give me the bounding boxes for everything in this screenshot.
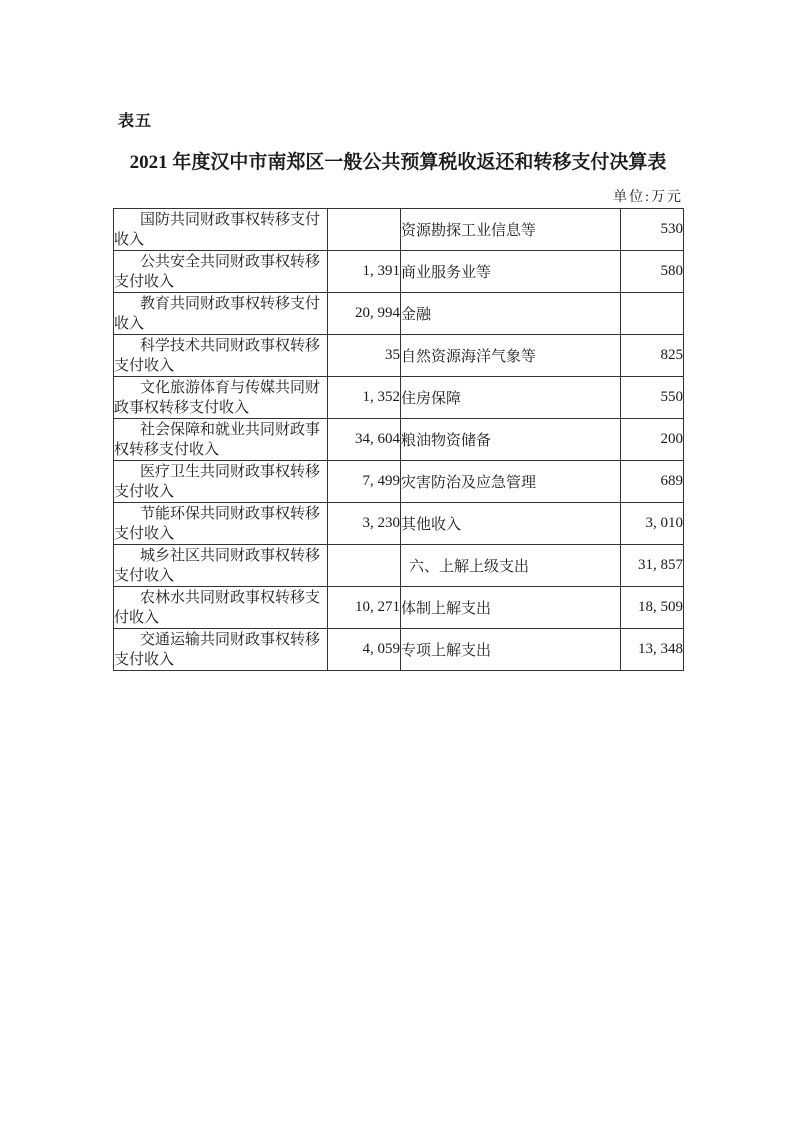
right-value-cell: 825	[621, 335, 684, 377]
right-value-cell: 13, 348	[621, 629, 684, 671]
left-value-cell: 34, 604	[328, 419, 401, 461]
right-item-cell: 金融	[401, 293, 621, 335]
right-value-cell	[621, 293, 684, 335]
right-item-cell: 商业服务业等	[401, 251, 621, 293]
left-value-cell: 35	[328, 335, 401, 377]
left-item-cell: 交通运输共同财政事权转移支付收入	[114, 629, 328, 671]
page-title: 2021 年度汉中市南郑区一般公共预算税收返还和转移支付决算表	[129, 152, 667, 173]
right-item-cell: 专项上解支出	[401, 629, 621, 671]
left-item-cell: 科学技术共同财政事权转移支付收入	[114, 335, 328, 377]
table-row	[114, 419, 684, 461]
table-row	[114, 545, 684, 587]
left-item-cell: 公共安全共同财政事权转移支付收入	[114, 251, 328, 293]
unit-note: 单位:万元	[613, 190, 683, 205]
left-item-cell: 教育共同财政事权转移支付收入	[114, 293, 328, 335]
right-value-cell: 18, 509	[621, 587, 684, 629]
table-row	[114, 293, 684, 335]
budget-table	[113, 208, 684, 671]
table-row	[114, 377, 684, 419]
right-item-cell: 六、上解上级支出	[401, 545, 621, 587]
left-value-cell	[328, 545, 401, 587]
left-value-cell: 10, 271	[328, 587, 401, 629]
left-item-cell: 农林水共同财政事权转移支付收入	[114, 587, 328, 629]
right-value-cell: 550	[621, 377, 684, 419]
left-value-cell: 4, 059	[328, 629, 401, 671]
left-value-cell: 20, 994	[328, 293, 401, 335]
right-item-cell: 住房保障	[401, 377, 621, 419]
left-item-cell: 社会保障和就业共同财政事权转移支付收入	[114, 419, 328, 461]
right-value-cell: 200	[621, 419, 684, 461]
table-row	[114, 335, 684, 377]
right-item-cell: 粮油物资储备	[401, 419, 621, 461]
right-item-cell: 资源勘探工业信息等	[401, 209, 621, 251]
right-value-cell: 31, 857	[621, 545, 684, 587]
table-row	[114, 629, 684, 671]
left-value-cell	[328, 209, 401, 251]
table-row	[114, 251, 684, 293]
right-item-cell: 自然资源海洋气象等	[401, 335, 621, 377]
left-value-cell: 1, 391	[328, 251, 401, 293]
right-item-cell: 其他收入	[401, 503, 621, 545]
table-row	[114, 461, 684, 503]
table-row	[114, 587, 684, 629]
left-value-cell: 1, 352	[328, 377, 401, 419]
right-value-cell: 3, 010	[621, 503, 684, 545]
left-item-cell: 节能环保共同财政事权转移支付收入	[114, 503, 328, 545]
right-value-cell: 689	[621, 461, 684, 503]
right-value-cell: 530	[621, 209, 684, 251]
table-number-label: 表五	[118, 113, 153, 130]
left-item-cell: 国防共同财政事权转移支付收入	[114, 209, 328, 251]
left-item-cell: 城乡社区共同财政事权转移支付收入	[114, 545, 328, 587]
left-value-cell: 3, 230	[328, 503, 401, 545]
table-row	[114, 209, 684, 251]
right-item-cell: 体制上解支出	[401, 587, 621, 629]
right-item-cell: 灾害防治及应急管理	[401, 461, 621, 503]
right-value-cell: 580	[621, 251, 684, 293]
left-value-cell: 7, 499	[328, 461, 401, 503]
left-item-cell: 文化旅游体育与传媒共同财政事权转移支付收入	[114, 377, 328, 419]
table-row	[114, 503, 684, 545]
left-item-cell: 医疗卫生共同财政事权转移支付收入	[114, 461, 328, 503]
